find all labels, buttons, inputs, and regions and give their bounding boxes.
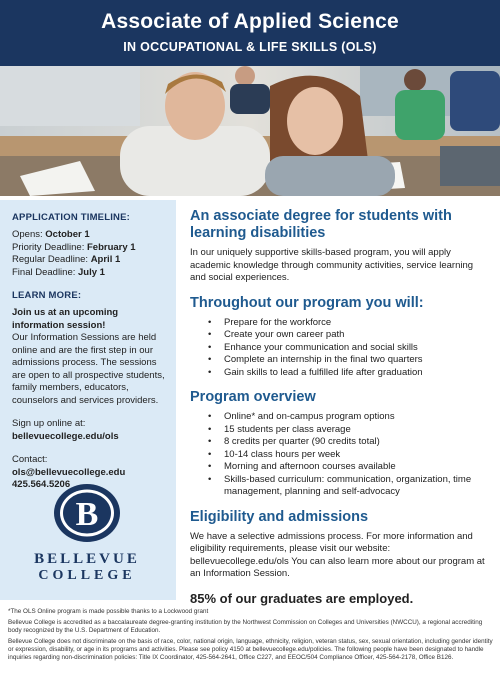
timeline-label: Priority Deadline: <box>12 241 85 253</box>
timeline-row <box>12 242 166 255</box>
footnote-nondiscrimination: Bellevue College does not discriminate on the basis of race, color, national origin, language, ethnicity, religion, veteran status, sex, sexual orientation, including gender identity or expression, disability, or age in its programs and activities. Please see policy 4150 at bellevuecollege.edu/policies. The following people have been designated to handle inquiries regarding non-discrimination policies: Title IX Coordinator, 425-564-2641, Office C227, and EEOC/504 Compliance Officer, 425-564-2178, Office B126. <box>8 638 493 661</box>
footnote-accreditation: Bellevue College is accredited as a baccalaureate degree-granting institution by the Northwest Commission on Colleges and Universities (NWCCU), a regional accrediting body recognized by the U.S. Department of Education. <box>8 619 483 634</box>
list-item: • Prepare for the workforce <box>208 317 490 330</box>
logo-word-college: COLLEGE <box>38 568 136 583</box>
header-banner <box>0 0 500 66</box>
eligibility-paragraph: We have a selective admissions process. For more information and eligibility requirements, please visit our website: bellevuecollege.edu/ols You can also learn more about our program at an Information Session. <box>190 530 485 579</box>
bellevue-college-logo <box>12 482 162 584</box>
throughout-heading: Throughout our program you will: <box>190 294 424 311</box>
page-subtitle: IN OCCUPATIONAL & LIFE SKILLS (OLS) <box>123 40 377 54</box>
contact-phone: 425.564.5206 <box>12 479 71 490</box>
logo-word-bellevue: BELLEVUE <box>34 551 140 567</box>
timeline-label: Opens: <box>12 229 43 240</box>
students-photo-illustration <box>0 66 500 196</box>
overview-heading: Program overview <box>190 389 316 405</box>
timeline-label: Regular Deadline: <box>12 254 89 265</box>
timeline-value: February 1 <box>86 241 136 253</box>
list-item: • Enhance your communication and social skills <box>208 342 490 355</box>
info-session-callout: Join us at an upcoming information session! <box>12 307 119 331</box>
timeline-row <box>12 254 166 267</box>
list-item: • Complete an internship in the final two quarters <box>208 354 490 367</box>
college-seal-icon <box>52 482 122 544</box>
learn-more-heading: LEARN MORE: <box>12 290 82 301</box>
list-item: • Online* and on-campus program options <box>208 411 490 424</box>
list-item: • Gain skills to lead a fulfilled life after graduation <box>208 367 490 380</box>
employment-stat: 85% of our graduates are employed. <box>190 590 414 606</box>
timeline-value: October 1 <box>45 229 90 240</box>
signup-label: Sign up online at: <box>12 418 86 429</box>
timeline-row <box>12 229 166 242</box>
list-item: • 15 students per class average <box>208 424 490 437</box>
list-item: • 8 credits per quarter (90 credits total) <box>208 436 490 449</box>
timeline-value: April 1 <box>90 254 121 265</box>
main-content <box>190 208 490 606</box>
eligibility-heading: Eligibility and admissions <box>190 508 369 525</box>
timeline-value: July 1 <box>78 266 105 278</box>
contact-label: Contact: <box>12 454 48 465</box>
list-item: • Morning and afternoon courses available <box>208 461 490 474</box>
overview-list <box>190 411 490 499</box>
list-item: • Create your own career path <box>208 329 490 342</box>
list-item: • Skills-based curriculum: communication, organization, time management, planning and self-advocacy <box>208 474 490 499</box>
footer-notes <box>8 608 494 665</box>
signup-link[interactable]: bellevuecollege.edu/ols <box>12 430 119 442</box>
timeline-label: Final Deadline: <box>12 266 76 278</box>
page-title: Associate of Applied Science <box>101 10 399 33</box>
footnote-online: *The OLS Online program is made possible thanks to a Lockwood grant <box>8 608 209 615</box>
timeline-heading: APPLICATION TIMELINE: <box>12 212 131 223</box>
list-item: • 10-14 class hours per week <box>208 449 490 462</box>
logo-letter: B <box>75 496 99 533</box>
contact-email-link[interactable]: ols@bellevuecollege.edu <box>12 466 126 478</box>
lead-paragraph: In our uniquely supportive skills-based program, you will apply academic knowledge through community activities, service learning and social experiences. <box>190 247 474 283</box>
students-photo <box>0 66 500 196</box>
timeline-row <box>12 267 166 280</box>
lead-heading: An associate degree for students with learning disabilities <box>190 208 452 241</box>
throughout-list <box>190 317 490 380</box>
info-session-text: Our Information Sessions are held online and are the first step in our admissions process. The sessions are open to all prospective students, family members, educators, counselors and services providers. <box>12 332 165 406</box>
